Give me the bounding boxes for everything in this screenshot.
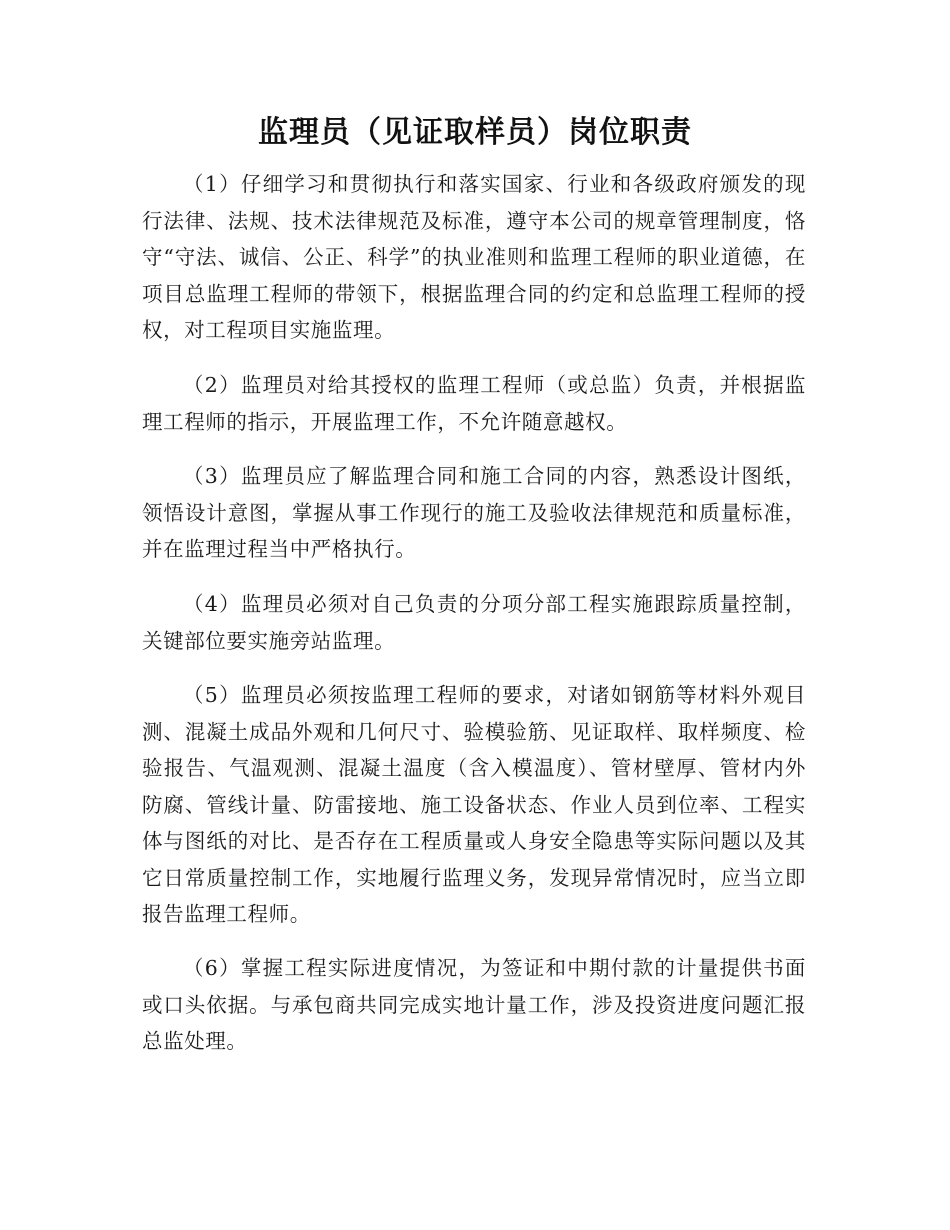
duty-paragraph-6: （6）掌握工程实际进度情况，为签证和中期付款的计量提供书面或口头依据。与承包商共同完成实地计量工作，涉及投资进度问题汇报总监处理。 (142, 956, 806, 1053)
duty-paragraph-2: （2）监理员对给其授权的监理工程师（或总监）负责，并根据监理工程师的指示，开展监理工作，不允许随意越权。 (142, 373, 806, 434)
document-title: 监理员（见证取样员）岗位职责 (258, 115, 692, 150)
duty-paragraph-4: （4）监理员必须对自己负责的分项分部工程实施跟踪质量控制，关键部位要实施旁站监理。 (142, 592, 806, 653)
duty-paragraph-1: （1）仔细学习和贯彻执行和落实国家、行业和各级政府颁发的现行法律、法规、技术法律规范及标准，遵守本公司的规章管理制度，恪守“守法、诚信、公正、科学”的执业准则和监理工程师的职业道德，在项目总监理工程师的带领下，根据监理合同的约定和总监理工程师的授权，对工程项目实施监理。 (142, 172, 806, 342)
duty-paragraph-3: （3）监理员应了解监理合同和施工合同的内容，熟悉设计图纸，领悟设计意图，掌握从事工作现行的施工及验收法律规范和质量标准，并在监理过程当中严格执行。 (142, 464, 806, 561)
duty-paragraph-5: （5）监理员必须按监理工程师的要求，对诸如钢筋等材料外观目测、混凝土成品外观和几何尺寸、验模验筋、见证取样、取样频度、检验报告、气温观测、混凝土温度（含入模温度）、管材壁厚、管材内外防腐、管线计量、防雷接地、施工设备状态、作业人员到位率、工程实体与图纸的对比、是否存在工程质量或人身安全隐患等实际问题以及其它日常质量控制工作，实地履行监理义务，发现异常情况时，应当立即报告监理工程师。 (142, 683, 806, 926)
